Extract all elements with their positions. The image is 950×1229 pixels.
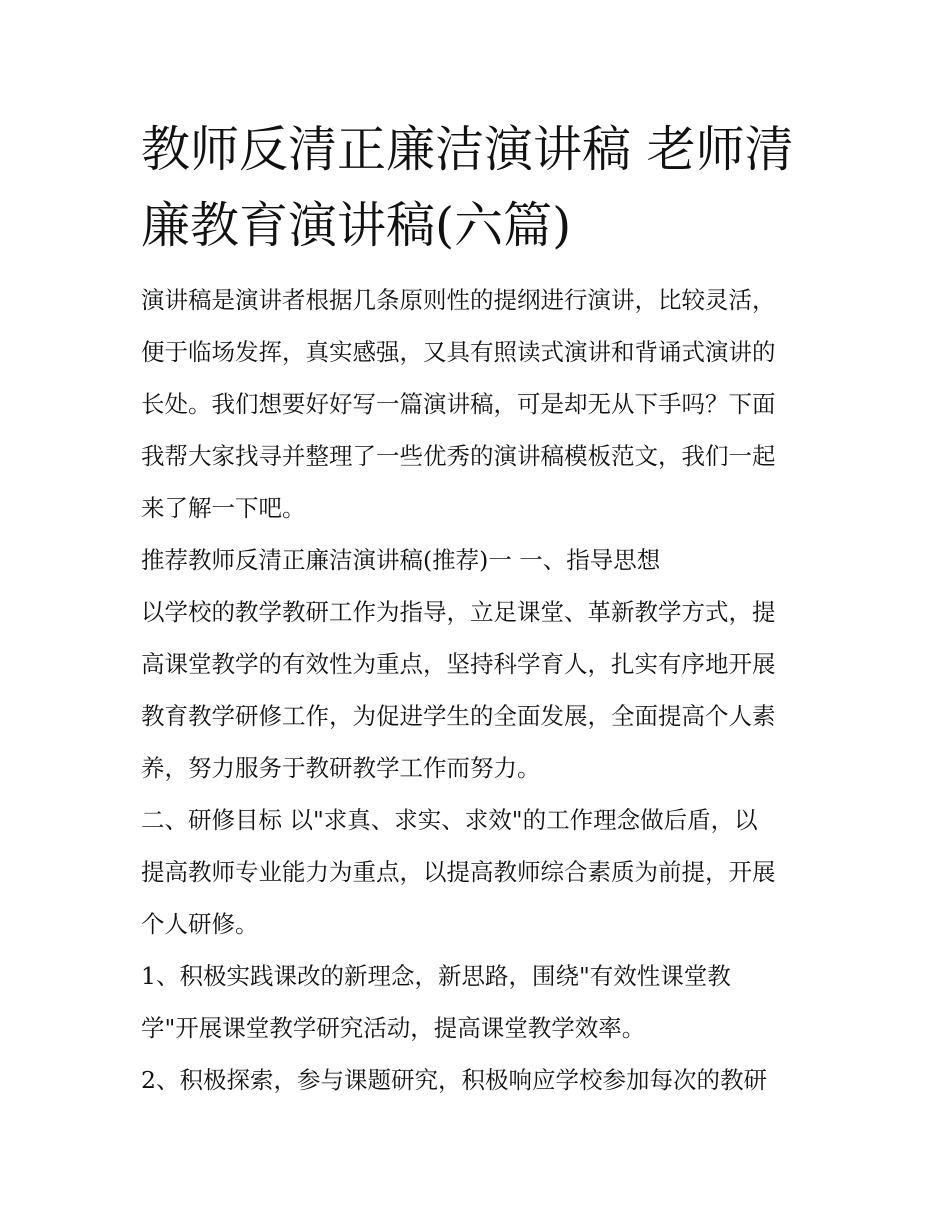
text-line: 推荐教师反清正廉洁演讲稿(推荐)一 一、指导思想 <box>141 546 661 574</box>
paragraph-section-heading <box>141 534 821 586</box>
title-line: 教师反清正廉洁演讲稿 老师清 <box>141 121 794 178</box>
text-line: 演讲稿是演讲者根据几条原则性的提纲进行演讲，比较灵活， <box>141 286 776 314</box>
text-line: 个人研修。 <box>141 910 259 938</box>
text-line: 养，努力服务于教研教学工作而努力。 <box>141 754 541 782</box>
paragraph-intro <box>141 274 821 534</box>
text-line: 提高教师专业能力为重点，以提高教师综合素质为前提，开展 <box>141 858 776 886</box>
text-line: 我帮大家找寻并整理了一些优秀的演讲稿模板范文，我们一起 <box>141 442 776 470</box>
paragraph-item-1 <box>141 950 821 1054</box>
title-line: 廉教育演讲稿(六篇) <box>141 197 572 254</box>
text-line: 2、积极探索，参与课题研究，积极响应学校参加每次的教研 <box>141 1066 767 1094</box>
paragraph-item-2 <box>141 1054 821 1106</box>
text-line: 长处。我们想要好好写一篇演讲稿，可是却无从下手吗？下面 <box>141 390 776 418</box>
text-line: 便于临场发挥，真实感强，又具有照读式演讲和背诵式演讲的 <box>141 338 776 366</box>
text-line: 来了解一下吧。 <box>141 494 306 522</box>
text-line: 二、研修目标 以"求真、求实、求效"的工作理念做后盾，以 <box>141 806 758 834</box>
text-line: 高课堂教学的有效性为重点，坚持科学育人，扎实有序地开展 <box>141 650 776 678</box>
paragraph-goals <box>141 794 821 950</box>
text-line: 学"开展课堂教学研究活动，提高课堂教学效率。 <box>141 1014 646 1042</box>
text-line: 以学校的教学教研工作为指导，立足课堂、革新教学方式，提 <box>141 598 776 626</box>
document-page <box>141 112 821 1106</box>
document-title <box>141 112 821 264</box>
text-line: 教育教学研修工作，为促进学生的全面发展，全面提高个人素 <box>141 702 776 730</box>
paragraph-guiding-thought <box>141 586 821 794</box>
text-line: 1、积极实践课改的新理念，新思路，围绕"有效性课堂教 <box>141 962 731 990</box>
